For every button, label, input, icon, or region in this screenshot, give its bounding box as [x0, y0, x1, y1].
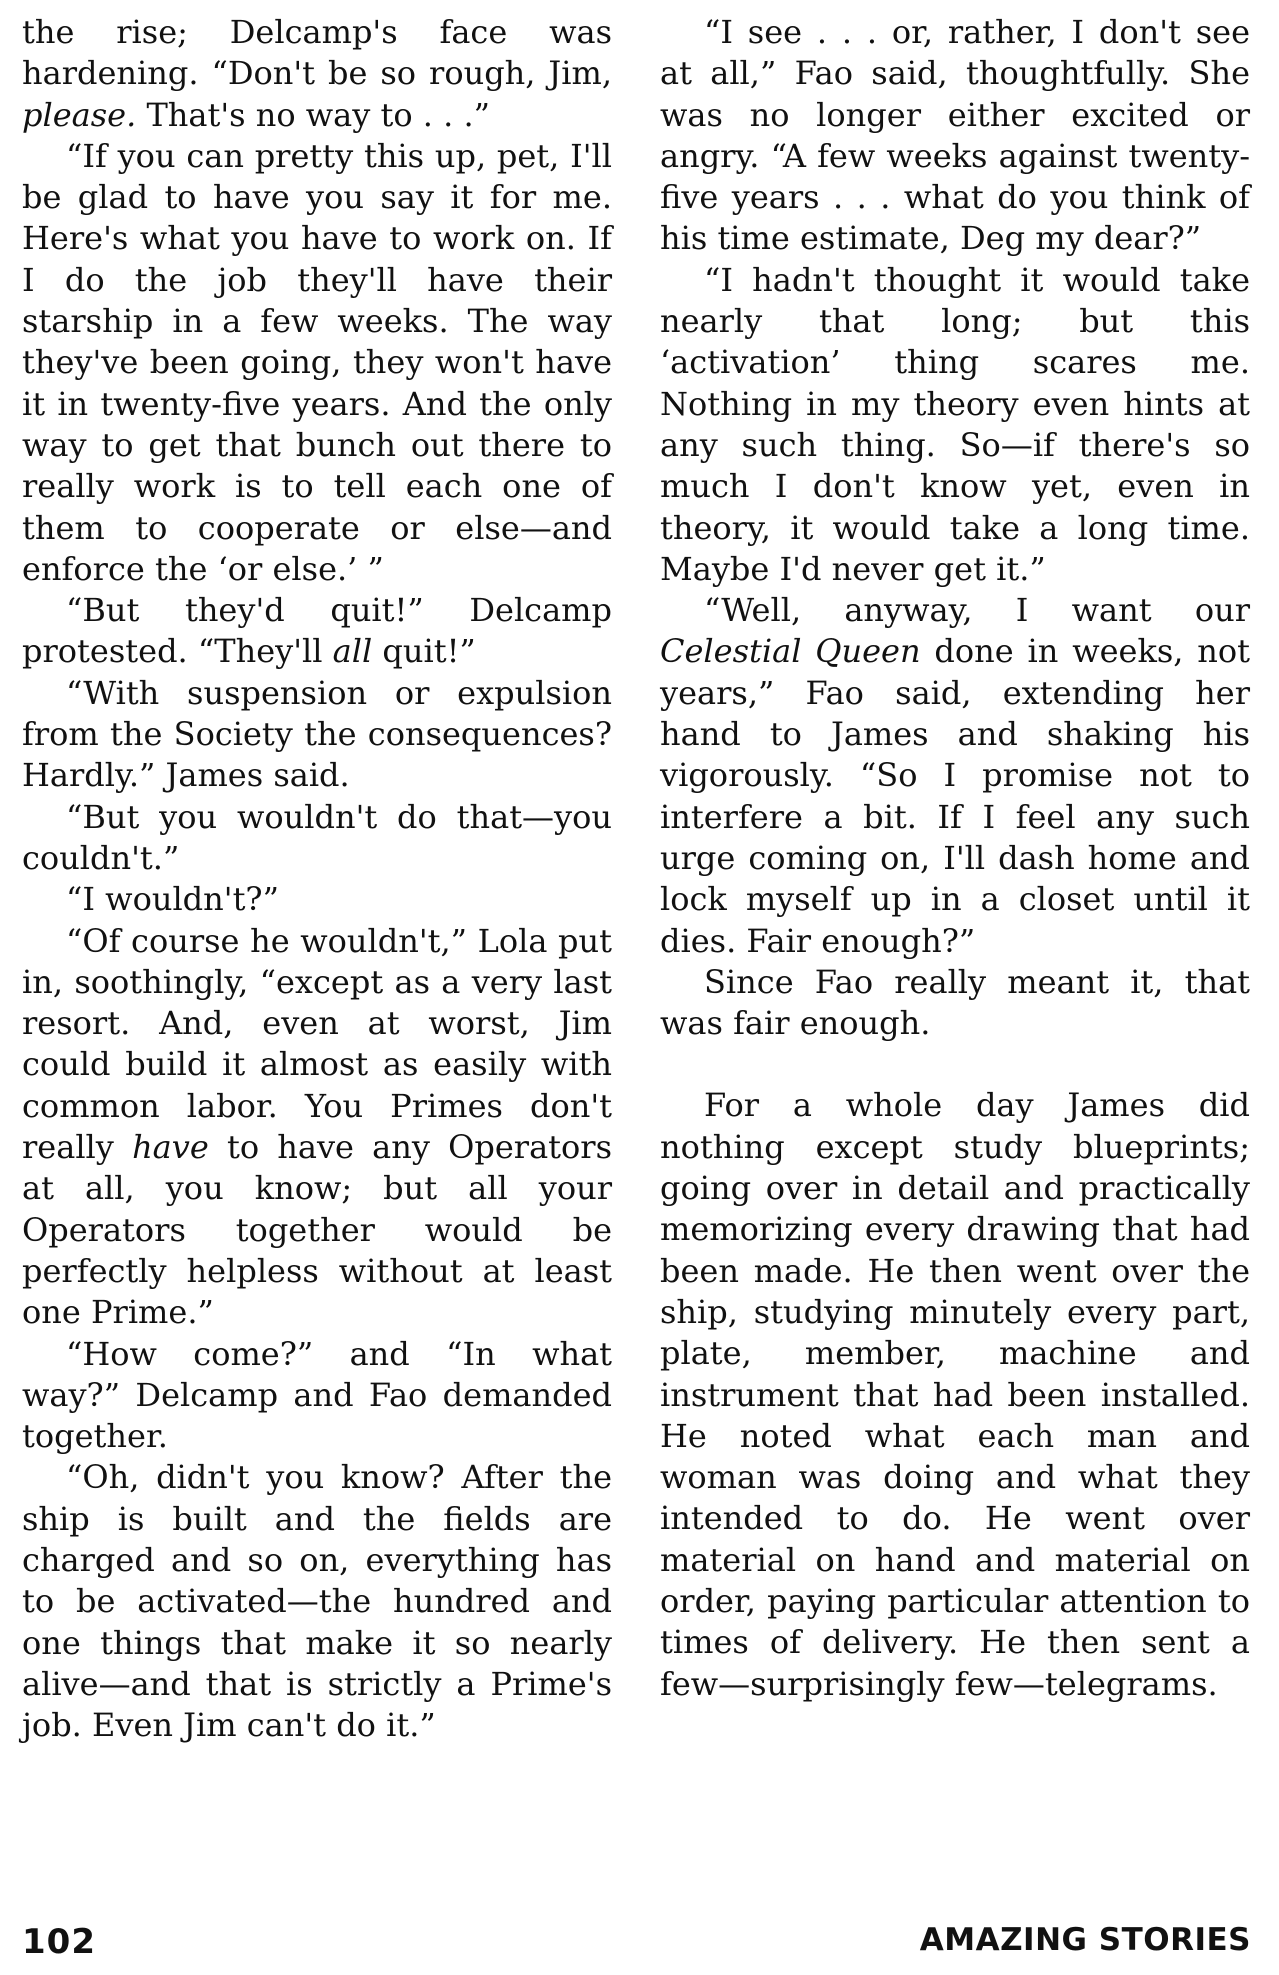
paragraph-text: “Of course he wouldn't,” Lola put in, soothingly, “except as a very last resort. And, even at worst, Jim could build it almost as easily with common labor. You Primes don't really — [22, 921, 612, 1167]
paragraph-text: “How come?” and “In what way?” Delcamp and Fao demanded together. — [22, 1334, 612, 1456]
magazine-title: AMAZING STORIES — [919, 1922, 1251, 1958]
paragraph — [660, 590, 1250, 962]
paragraph-text: “With suspension or expulsion from the Society the consequences? Hardly.” James said. — [22, 673, 612, 795]
paragraph-text: “But you wouldn't do that—you couldn't.” — [22, 797, 612, 877]
paragraph — [22, 12, 612, 136]
paragraph — [660, 962, 1250, 1045]
paragraph-text: “Well, anyway, I want our — [704, 591, 1250, 630]
paragraph — [660, 12, 1250, 260]
paragraph-text: “I wouldn't?” — [66, 880, 279, 919]
left-text-column — [22, 12, 612, 1746]
paragraph — [22, 673, 612, 797]
page-number: 102 — [22, 1922, 96, 1962]
paragraph-text: That's no way to . . .” — [136, 95, 490, 134]
italic-text: please. — [22, 95, 137, 134]
italic-text: Celestial Queen — [660, 632, 921, 671]
paragraph — [22, 879, 612, 920]
paragraph-text: “But they'd quit!” Delcamp protested. “They'll — [22, 591, 612, 671]
italic-text: have — [132, 1128, 209, 1167]
paragraph — [22, 1334, 612, 1458]
paragraph — [660, 1085, 1250, 1704]
paragraph — [22, 1457, 612, 1746]
paragraph-text: “If you can pretty this up, pet, I'll be glad to have you say it for me. Here's what you have to work on. If I do the job they'll have their starship in a few weeks. The way they've been going, they won't have it in twenty-five years. And the only way to get that bunch out there to really work is to tell each one of them to cooperate or else—and enforce the ‘or else.’ ” — [22, 136, 612, 588]
paragraph-text: quit!” — [372, 632, 476, 671]
paragraph-text: For a whole day James did nothing except study blueprints; going over in detail and practically memorizing every drawing that had been made. He then went over the ship, studying minutely every part, plate, member, machine and instrument that had been installed. He noted what each man and woman was doing and what they intended to do. He went over material on hand and material on order, paying particular attention to times of delivery. He then sent a few—surprisingly few—telegrams. — [660, 1086, 1250, 1703]
paragraph — [22, 590, 612, 673]
paragraph-text: “Oh, didn't you know? After the ship is built and the fields are charged and so on, everything has to be activated—the hundred and one things that make it so nearly alive—and that is strictly a Prime's job. Even Jim can't do it.” — [22, 1458, 612, 1745]
paragraph-text: done in weeks, not years,” Fao said, extending her hand to James and shaking his vigorously. “So I promise not to interfere a bit. If I feel any such urge coming on, I'll dash home and lock myself up in a closet until it dies. Fair enough?” — [660, 632, 1251, 960]
paragraph-text: Since Fao really meant it, that was fair enough. — [660, 962, 1250, 1043]
paragraph — [22, 797, 612, 880]
paragraph — [22, 136, 612, 590]
paragraph-text: to have any Operators at all, you know; but all your Operators together would be perfectly helpless without at least one Prime.” — [22, 1128, 613, 1332]
paragraph — [22, 921, 612, 1334]
paragraph-text: “I see . . . or, rather, I don't see at all,” Fao said, thoughtfully. She was no longer either excited or angry. “A few weeks against twenty-five years . . . what do you think of his time estimate, Deg my dear?” — [660, 13, 1250, 258]
right-text-column — [660, 12, 1250, 1705]
italic-text: all — [332, 632, 373, 671]
paragraph — [660, 260, 1250, 590]
paragraph-text: the rise; Delcamp's face was hardening. “Don't be so rough, Jim, — [22, 13, 612, 93]
paragraph-text: “I hadn't thought it would take nearly that long; but this ‘activation’ thing scares me. Nothing in my theory even hints at any such thing. So—if there's so much I don't know yet, even in theory, it would take a long time. Maybe I'd never get it.” — [660, 260, 1250, 588]
